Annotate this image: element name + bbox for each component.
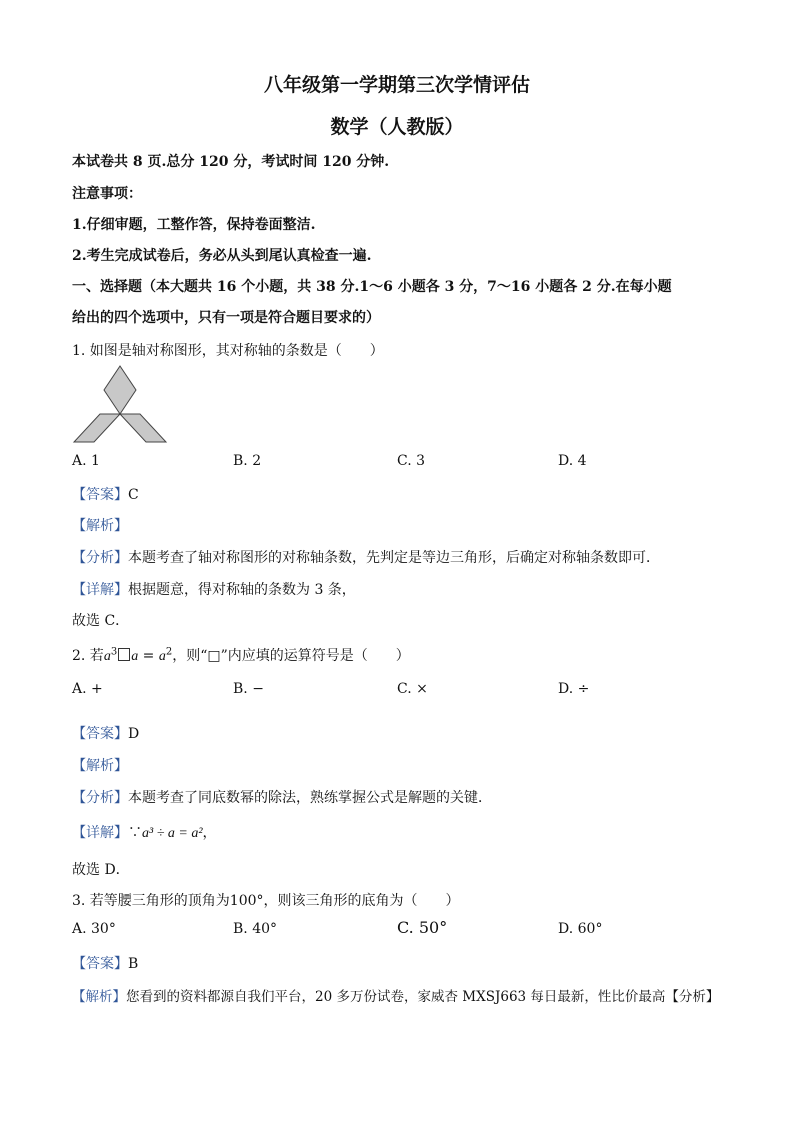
exam-title: 八年级第一学期第三次学情评估 <box>263 74 530 96</box>
q3-jiexi-text: 您看到的资料都源自我们平台，20 多万份试卷，家威杏 MXSJ663 每日最新，性比价最高【分析】 <box>126 989 720 1005</box>
answer-label: 【答案】 <box>72 487 128 503</box>
q1-jiexi <box>72 515 128 535</box>
q2-fenxi-text: 本题考查了同底数幂的除法，熟练掌握公式是解题的关键． <box>128 790 492 806</box>
section-heading-line1: 一、选择题（本大题共 16 个小题，共 38 分.1～6 小题各 3 分，7～16 小题各 2 分.在每小题 <box>72 279 672 295</box>
q3-option-b: B. 40° <box>233 921 278 937</box>
q2-option-d: D. ÷ <box>558 681 590 697</box>
xiangjie-label: 【详解】 <box>72 582 128 598</box>
q1-option-d: D. 4 <box>558 453 587 469</box>
q2-stem <box>72 645 410 665</box>
q2-fenxi <box>72 787 492 807</box>
fenxi-label: 【分析】 <box>72 550 128 566</box>
q2-answer-value: D <box>128 726 140 742</box>
q1-answer-value: C <box>128 487 139 503</box>
q3-stem: 3. 若等腰三角形的顶角为100°，则该三角形的底角为（ ） <box>72 893 460 909</box>
q2-math-mid: a <box>131 649 139 664</box>
q3-jiexi <box>72 985 719 1005</box>
q2-conclusion: 故选 D． <box>72 862 130 878</box>
q2-option-c: C. × <box>397 681 428 697</box>
note-1: 1.仔细审题，工整作答，保持卷面整洁. <box>72 217 316 233</box>
q2-xiangjie-math: a³ ÷ a = a² <box>142 826 203 841</box>
q3-answer <box>72 953 138 973</box>
note-2: 2.考生完成试卷后，务必从头到尾认真检查一遍. <box>72 248 372 264</box>
fenxi-label: 【分析】 <box>72 790 128 806</box>
answer-label: 【答案】 <box>72 956 128 972</box>
q2-xiangjie-prefix: ∵ <box>128 825 142 841</box>
q2-stem-prefix: 2. 若 <box>72 648 104 664</box>
q3-option-d: D. 60° <box>558 921 603 937</box>
q1-option-b: B. 2 <box>233 453 262 469</box>
exam-subtitle: 数学（人教版） <box>330 116 464 138</box>
q2-math-a: a <box>103 649 111 664</box>
jiexi-label: 【解析】 <box>72 518 128 534</box>
q1-conclusion: 故选 C． <box>72 613 130 629</box>
q2-math-a2: a <box>158 649 166 664</box>
q1-option-a: A. 1 <box>72 453 100 469</box>
section-heading-line2: 给出的四个选项中，只有一项是符合题目要求的） <box>72 310 380 326</box>
q1-fenxi <box>72 547 660 567</box>
q1-answer <box>72 484 139 504</box>
answer-label: 【答案】 <box>72 726 128 742</box>
rhombus-left <box>74 414 120 442</box>
q2-xiangjie <box>72 822 217 842</box>
q2-answer <box>72 723 139 743</box>
q2-jiexi <box>72 755 128 775</box>
q1-stem: 1. 如图是轴对称图形，其对称轴的条数是（ ） <box>72 343 384 359</box>
notes-title: 注意事项： <box>72 186 142 202</box>
q2-option-a: A. + <box>72 681 103 697</box>
rhombus-top <box>104 366 136 414</box>
q3-option-c: C. 50° <box>397 918 448 937</box>
jiexi-label: 【解析】 <box>72 989 126 1005</box>
intro-line: 本试卷共 8 页.总分 120 分，考试时间 120 分钟. <box>72 154 390 170</box>
xiangjie-label: 【详解】 <box>72 825 128 841</box>
rhombus-right <box>120 414 166 442</box>
q1-figure-three-rhombus <box>72 364 168 444</box>
q1-xiangjie-text: 根据题意，得对称轴的条数为 3 条， <box>128 582 356 598</box>
q2-math-eq: = <box>138 648 159 664</box>
q3-option-a: A. 30° <box>72 921 116 937</box>
jiexi-label: 【解析】 <box>72 758 128 774</box>
q2-math-exp2: 2 <box>165 646 173 658</box>
q1-option-c: C. 3 <box>397 453 426 469</box>
q1-xiangjie <box>72 579 356 599</box>
blank-box-icon <box>118 648 130 661</box>
q2-xiangjie-suffix: ， <box>202 825 217 841</box>
q2-stem-suffix: ，则“□”内应填的运算符号是（ ） <box>172 648 410 664</box>
q1-fenxi-text: 本题考查了轴对称图形的对称轴条数，先判定是等边三角形，后确定对称轴条数即可． <box>128 550 660 566</box>
q3-answer-value: B <box>128 956 139 972</box>
q2-option-b: B. − <box>233 681 264 697</box>
q2-math-exp3: 3 <box>110 646 118 658</box>
